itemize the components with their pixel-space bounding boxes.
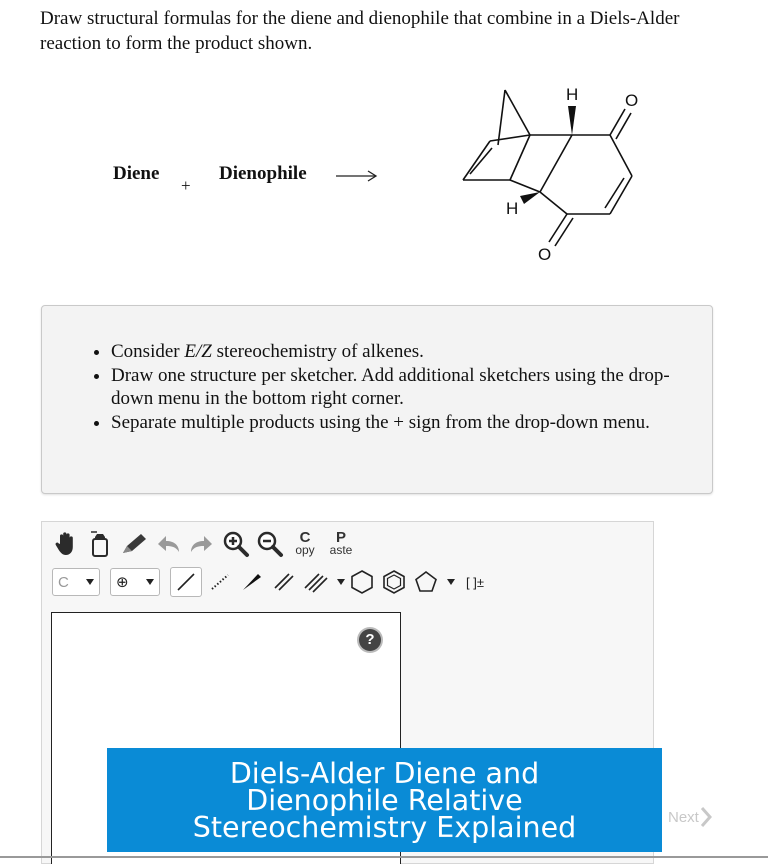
triple-bond-tool[interactable] bbox=[302, 567, 330, 597]
redo-tool[interactable] bbox=[188, 529, 216, 559]
wedge-bond-bottom bbox=[520, 192, 540, 204]
paste-label-bottom: aste bbox=[329, 543, 353, 557]
hashed-bond-icon bbox=[208, 571, 232, 593]
banner-title: Diels-Alder Diene and Dienophile Relative Stereochemistry Explained bbox=[192, 756, 577, 844]
wedge-bond-top bbox=[568, 106, 576, 135]
eraser-bottle-icon bbox=[89, 530, 111, 558]
wedge-bond-icon bbox=[240, 571, 264, 593]
atom-select-value: C bbox=[58, 573, 69, 591]
benzene-tool[interactable] bbox=[380, 567, 408, 597]
diene-label: Diene bbox=[113, 163, 160, 184]
instruction-item: • Separate multiple products using the + sign from the drop-down menu. bbox=[111, 411, 692, 435]
atom-o-bottom: O bbox=[538, 245, 552, 264]
instructions-panel bbox=[41, 305, 713, 494]
bridge-bond-right bbox=[505, 90, 530, 135]
zoom-out-icon bbox=[256, 530, 284, 558]
title-banner bbox=[107, 748, 662, 852]
zoom-out-tool[interactable] bbox=[256, 529, 284, 559]
bond-dropdown[interactable] bbox=[334, 569, 344, 595]
benzene-ring-icon bbox=[381, 569, 407, 595]
paste-label-top: P bbox=[335, 529, 346, 546]
bracket-tool[interactable]: [ ]± bbox=[466, 574, 484, 590]
charge-icon: ⊕ bbox=[116, 574, 129, 591]
toolbar-row-2 bbox=[52, 566, 492, 598]
next-button[interactable] bbox=[668, 806, 712, 828]
dienophile-label: Dienophile bbox=[219, 163, 307, 184]
zoom-in-icon bbox=[222, 530, 250, 558]
chevron-right-icon bbox=[700, 806, 712, 828]
atom-select[interactable] bbox=[52, 568, 100, 596]
erase-tool[interactable] bbox=[86, 529, 114, 559]
copy-button[interactable] bbox=[290, 528, 320, 560]
double-bond-tool[interactable] bbox=[270, 567, 298, 597]
page-divider bbox=[0, 856, 768, 858]
triple-bond-icon bbox=[303, 571, 329, 593]
chevron-down-icon bbox=[447, 579, 455, 585]
help-button[interactable]: ? bbox=[359, 629, 381, 651]
atom-h-bottom: H bbox=[506, 199, 519, 218]
plus-sign: + bbox=[181, 176, 191, 195]
reaction-arrow-icon bbox=[335, 169, 379, 183]
chevron-down-icon bbox=[337, 579, 345, 585]
chevron-down-icon bbox=[86, 579, 94, 585]
instruction-item: • Consider E/Z stereochemistry of alkenes. bbox=[111, 340, 692, 364]
hand-tool[interactable] bbox=[52, 529, 80, 559]
instruction-item: • Draw one structure per sketcher. Add additional sketchers using the drop-down menu in the bottom right corner. bbox=[111, 364, 692, 411]
wedge-bond-tool[interactable] bbox=[238, 567, 266, 597]
hand-icon bbox=[54, 531, 78, 557]
cyclohexane-tool[interactable] bbox=[348, 567, 376, 597]
undo-tool[interactable] bbox=[154, 529, 182, 559]
cyclopentane-tool[interactable] bbox=[412, 567, 440, 597]
redo-icon bbox=[188, 532, 216, 556]
zoom-in-tool[interactable] bbox=[222, 529, 250, 559]
ring-dropdown[interactable] bbox=[444, 569, 454, 595]
atom-h-top: H bbox=[566, 85, 579, 104]
undo-icon bbox=[154, 532, 182, 556]
paste-button[interactable] bbox=[326, 528, 356, 560]
copy-label-top: C bbox=[299, 529, 311, 546]
product-structure bbox=[450, 78, 660, 278]
copy-label-bottom: opy bbox=[295, 543, 315, 557]
hexagon-ring-icon bbox=[349, 569, 375, 595]
bridge-bond-left bbox=[498, 90, 505, 145]
double-bond-icon bbox=[272, 571, 296, 593]
single-bond-tool[interactable] bbox=[170, 567, 202, 597]
atom-o-top: O bbox=[625, 91, 639, 110]
toolbar-row-1 bbox=[52, 528, 356, 560]
charge-select[interactable] bbox=[110, 568, 160, 596]
pencil-icon bbox=[120, 532, 148, 556]
instructions-list bbox=[94, 340, 692, 434]
question-text: Draw structural formulas for the diene and dienophile that combine in a Diels-Alder reaction to form the product shown. bbox=[40, 8, 680, 54]
draw-tool[interactable] bbox=[120, 529, 148, 559]
hashed-bond-tool[interactable] bbox=[206, 567, 234, 597]
next-label: Next bbox=[668, 808, 699, 826]
pentagon-ring-icon bbox=[413, 569, 439, 595]
chevron-down-icon bbox=[146, 579, 154, 585]
ez-emphasis: E/Z bbox=[184, 341, 212, 362]
single-bond-icon bbox=[175, 571, 197, 593]
